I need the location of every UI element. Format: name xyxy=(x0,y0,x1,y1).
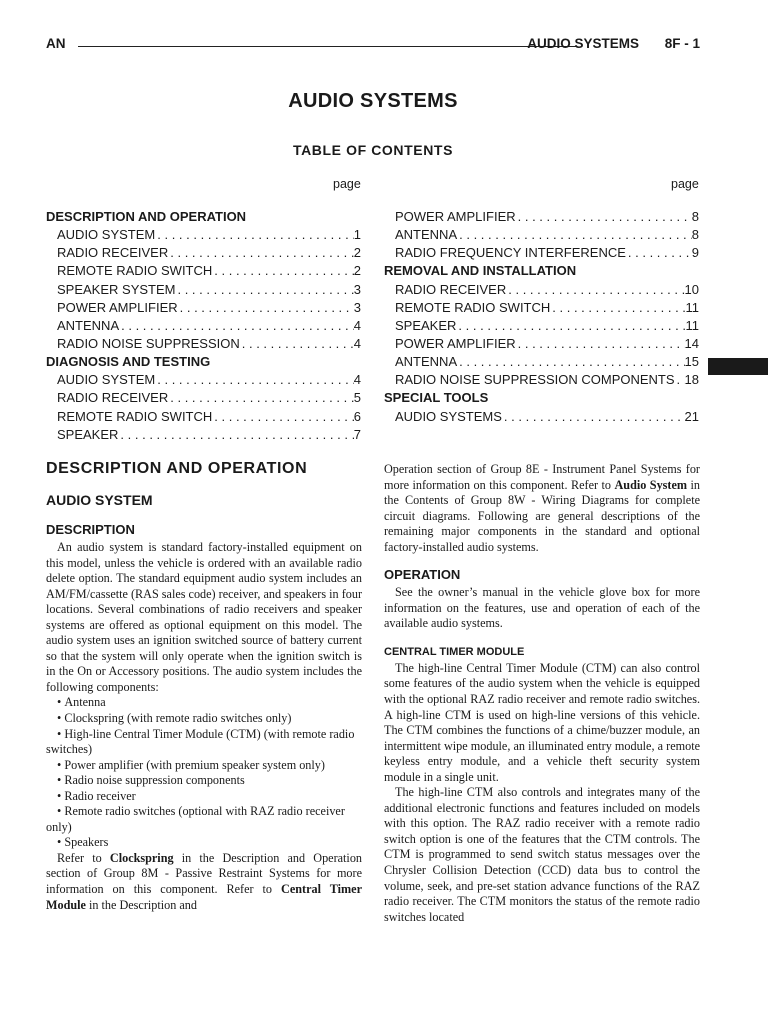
toc-entry-label: RADIO NOISE SUPPRESSION xyxy=(57,335,240,351)
toc-entry-label: DESCRIPTION AND OPERATION xyxy=(46,209,247,224)
toc-entry[interactable] xyxy=(46,317,361,335)
section-heading: DESCRIPTION AND OPERATION xyxy=(46,460,308,477)
toc-page-number: 8 xyxy=(691,227,699,243)
toc-page-number: 11 xyxy=(685,317,699,333)
toc-entry[interactable] xyxy=(46,408,361,426)
toc-dot-leader xyxy=(675,371,685,389)
toc-entry[interactable] xyxy=(384,317,699,335)
toc-dot-leader xyxy=(155,226,354,244)
toc-section-heading xyxy=(46,208,361,226)
body-right-column xyxy=(384,462,700,925)
header-manual-code: AN xyxy=(46,36,66,51)
toc-page-number: 14 xyxy=(684,335,699,351)
toc-section-heading xyxy=(46,353,361,371)
toc-entry-label: REMOTE RADIO SWITCH xyxy=(57,408,213,424)
toc-entry[interactable] xyxy=(46,299,361,317)
toc-page-number: 8 xyxy=(691,209,699,224)
toc-entry[interactable] xyxy=(46,426,361,444)
toc-page-number: 6 xyxy=(353,408,361,424)
header-section-name: AUDIO SYSTEMS xyxy=(527,36,639,51)
toc-dot-leader xyxy=(456,317,685,335)
toc-page-number: 4 xyxy=(353,335,361,351)
header-page-number: 8F - 1 xyxy=(664,36,700,51)
toc-entry-label: RADIO RECEIVER xyxy=(57,245,169,261)
toc-dot-leader xyxy=(516,335,685,353)
toc-entry[interactable] xyxy=(384,208,699,226)
toc-dot-leader xyxy=(550,299,685,317)
toc-dot-leader xyxy=(119,317,354,335)
refer-text: in the Description and Operation section of Group 8M - Passive Restraint Systems for more information on this component. Refer to xyxy=(46,850,363,897)
toc-entry-label: SPEAKER xyxy=(57,426,119,442)
toc-page-number: 7 xyxy=(353,426,361,442)
toc-dot-leader xyxy=(155,371,354,389)
subsection-heading: AUDIO SYSTEM xyxy=(46,492,153,508)
toc-entry[interactable] xyxy=(384,226,699,244)
toc-page-number: 4 xyxy=(353,317,361,333)
component-list-item: • Antenna xyxy=(46,695,362,711)
toc-entry[interactable] xyxy=(384,244,699,262)
toc-entry-label: POWER AMPLIFIER xyxy=(395,335,516,351)
ctm-heading: CENTRAL TIMER MODULE xyxy=(384,645,525,658)
toc-dot-leader xyxy=(212,262,353,280)
toc-entry[interactable] xyxy=(384,371,699,389)
toc-entry-label: AUDIO SYSTEMS xyxy=(395,408,502,424)
header-rule xyxy=(78,46,576,47)
toc-entry[interactable] xyxy=(46,335,361,353)
toc-page-number: 1 xyxy=(353,227,361,243)
toc-entry-label: SPECIAL TOOLS xyxy=(384,390,489,406)
toc-section-heading xyxy=(384,389,699,407)
toc-page-number: 2 xyxy=(353,263,361,279)
toc-page-number: 3 xyxy=(353,299,361,315)
component-list-item: • Radio receiver xyxy=(46,789,362,805)
operation-heading: OPERATION xyxy=(384,567,461,583)
ctm-paragraph-1: The high-line Central Timer Module (CTM) can also control some features of the audio system when the vehicle is equipped with the optional RAZ radio receiver and remote radio switches. A high-line CTM is used on high-line versions of this vehicle. The CTM combines the functions of a chime/buzzer module, an intermittent wipe module, an illuminated entry module, a remote keyless entry module, and a vehicle theft security system module in a single unit. xyxy=(384,660,700,784)
toc-entry[interactable] xyxy=(384,353,699,371)
header-right xyxy=(527,36,700,51)
toc-page-number: 10 xyxy=(684,281,699,297)
toc-right-column xyxy=(384,208,699,426)
page-title: AUDIO SYSTEMS xyxy=(288,90,458,112)
toc-entry[interactable] xyxy=(384,281,699,299)
component-list-item: • Remote radio switches (optional with RAZ radio receiver only) xyxy=(46,804,362,835)
refer-text: Refer to xyxy=(57,850,110,865)
toc-entry-label: RADIO FREQUENCY INTERFERENCE xyxy=(395,245,626,261)
toc-page-column-label-right: page xyxy=(671,177,699,191)
toc-dot-leader xyxy=(506,281,684,299)
toc-dot-leader xyxy=(168,389,354,407)
toc-dot-leader xyxy=(502,408,685,426)
refer-paragraph-start xyxy=(46,851,362,913)
operation-paragraph: See the owner’s manual in the vehicle glove box for more information on the features, use and operation of each of the available audio systems. xyxy=(384,585,700,631)
toc-page-number: 21 xyxy=(684,408,699,424)
toc-dot-leader xyxy=(240,335,354,353)
toc-entry-label: SPEAKER xyxy=(395,317,457,333)
toc-entry-label: DIAGNOSIS AND TESTING xyxy=(46,354,211,370)
toc-entry-label: AUDIO SYSTEM xyxy=(57,372,156,388)
component-list-item: • Speakers xyxy=(46,835,362,851)
toc-page-number: 2 xyxy=(353,245,361,261)
toc-entry[interactable] xyxy=(46,389,361,407)
components-list xyxy=(46,695,362,850)
description-paragraph: An audio system is standard factory-installed equipment on this model, unless the vehicle is ordered with an available radio delete option. The standard equipment audio system includes an AM/FM/cassette (RAS sales code) receiver, and speakers in four locations. Several combinations of radio receivers and speaker systems are offered as optional equipment on this model. The audio system uses an ignition switched source of battery current so that the system will only operate when the ignition switch is in the On or Accessory positions. The audio system includes the following components: xyxy=(46,540,362,694)
toc-dot-leader xyxy=(175,281,353,299)
toc-entry-label: SPEAKER SYSTEM xyxy=(57,281,176,297)
toc-entry[interactable] xyxy=(46,244,361,262)
toc-entry-label: RADIO RECEIVER xyxy=(57,390,169,406)
toc-entry-label: ANTENNA xyxy=(395,227,458,243)
toc-entry-label: REMOTE RADIO SWITCH xyxy=(395,299,551,315)
toc-page-number: 11 xyxy=(685,299,699,315)
toc-entry-label: ANTENNA xyxy=(395,354,458,370)
toc-dot-leader xyxy=(516,208,692,226)
component-list-item: • Power amplifier (with premium speaker system only) xyxy=(46,758,362,774)
refer-bold-clockspring: Clockspring xyxy=(109,850,174,865)
toc-page-number: 4 xyxy=(353,372,361,388)
refer-text: in the Contents of Group 8W - Wiring Diagrams for complete circuit diagrams. Following are general descriptions of the remaining major components in the standard and optional factory-installed audio systems. xyxy=(384,477,701,554)
toc-entry-label: POWER AMPLIFIER xyxy=(57,299,178,315)
toc-dot-leader xyxy=(457,226,692,244)
toc-section-heading xyxy=(384,262,699,280)
toc-dot-leader xyxy=(168,244,354,262)
component-list-item: • High-line Central Timer Module (CTM) (with remote radio switches) xyxy=(46,727,362,758)
toc-page-number: 9 xyxy=(691,245,699,261)
toc-entry[interactable] xyxy=(384,335,699,353)
toc-page-number: 15 xyxy=(684,354,699,370)
ctm-paragraph-2: The high-line CTM also controls and integrates many of the additional electronic functions and features included on models with this option. The RAZ radio receiver with a remote radio switch option is one of the features that the CTM controls. The CTM is programmed to send switch status messages over the Chrysler Collision Detection (CCD) data bus to control the volume, seek, and pre-set station advance functions of the RAZ radio receiver. The CTM monitors the status of the remote radio switches located xyxy=(384,785,700,924)
toc-entry[interactable] xyxy=(384,299,699,317)
toc-page-number: 18 xyxy=(684,372,699,388)
toc-dot-leader xyxy=(626,244,692,262)
toc-entry-label: POWER AMPLIFIER xyxy=(395,209,516,224)
refer-paragraph-continued xyxy=(384,462,700,555)
toc-entry[interactable] xyxy=(46,281,361,299)
refer-bold-ctm: Central Timer Module xyxy=(46,882,362,912)
running-header xyxy=(46,36,700,56)
toc-page-number: 5 xyxy=(353,390,361,406)
refer-text-overflow: in the Description and xyxy=(85,897,197,912)
toc-dot-leader xyxy=(178,299,354,317)
toc-entry-label: AUDIO SYSTEM xyxy=(57,227,156,243)
toc-entry[interactable] xyxy=(46,226,361,244)
toc-dot-leader xyxy=(212,408,353,426)
component-list-item: • Radio noise suppression components xyxy=(46,773,362,789)
toc-entry-label: RADIO RECEIVER xyxy=(395,281,507,297)
refer-bold-audio-system: Audio System xyxy=(614,477,688,492)
toc-entry[interactable] xyxy=(46,371,361,389)
refer-text-continued: Operation section of Group 8E - Instrument Panel Systems for more information on this component. Refer to xyxy=(384,462,700,492)
toc-page-column-label-left: page xyxy=(333,177,361,191)
toc-dot-leader xyxy=(457,353,684,371)
toc-left-column xyxy=(46,208,361,444)
toc-entry-label: RADIO NOISE SUPPRESSION COMPONENTS xyxy=(395,372,675,388)
toc-entry[interactable] xyxy=(46,262,361,280)
toc-page-number: 3 xyxy=(353,281,361,297)
section-tab-marker xyxy=(708,358,768,375)
toc-title: TABLE OF CONTENTS xyxy=(292,142,454,158)
component-list-item: • Clockspring (with remote radio switches only) xyxy=(46,711,362,727)
body-left-column xyxy=(46,460,362,913)
toc-dot-leader xyxy=(118,426,353,444)
toc-entry-label: REMOVAL AND INSTALLATION xyxy=(384,263,577,279)
toc-entry[interactable] xyxy=(384,408,699,426)
toc-entry-label: REMOTE RADIO SWITCH xyxy=(57,263,213,279)
toc-entry-label: ANTENNA xyxy=(57,317,120,333)
description-heading: DESCRIPTION xyxy=(46,522,135,537)
